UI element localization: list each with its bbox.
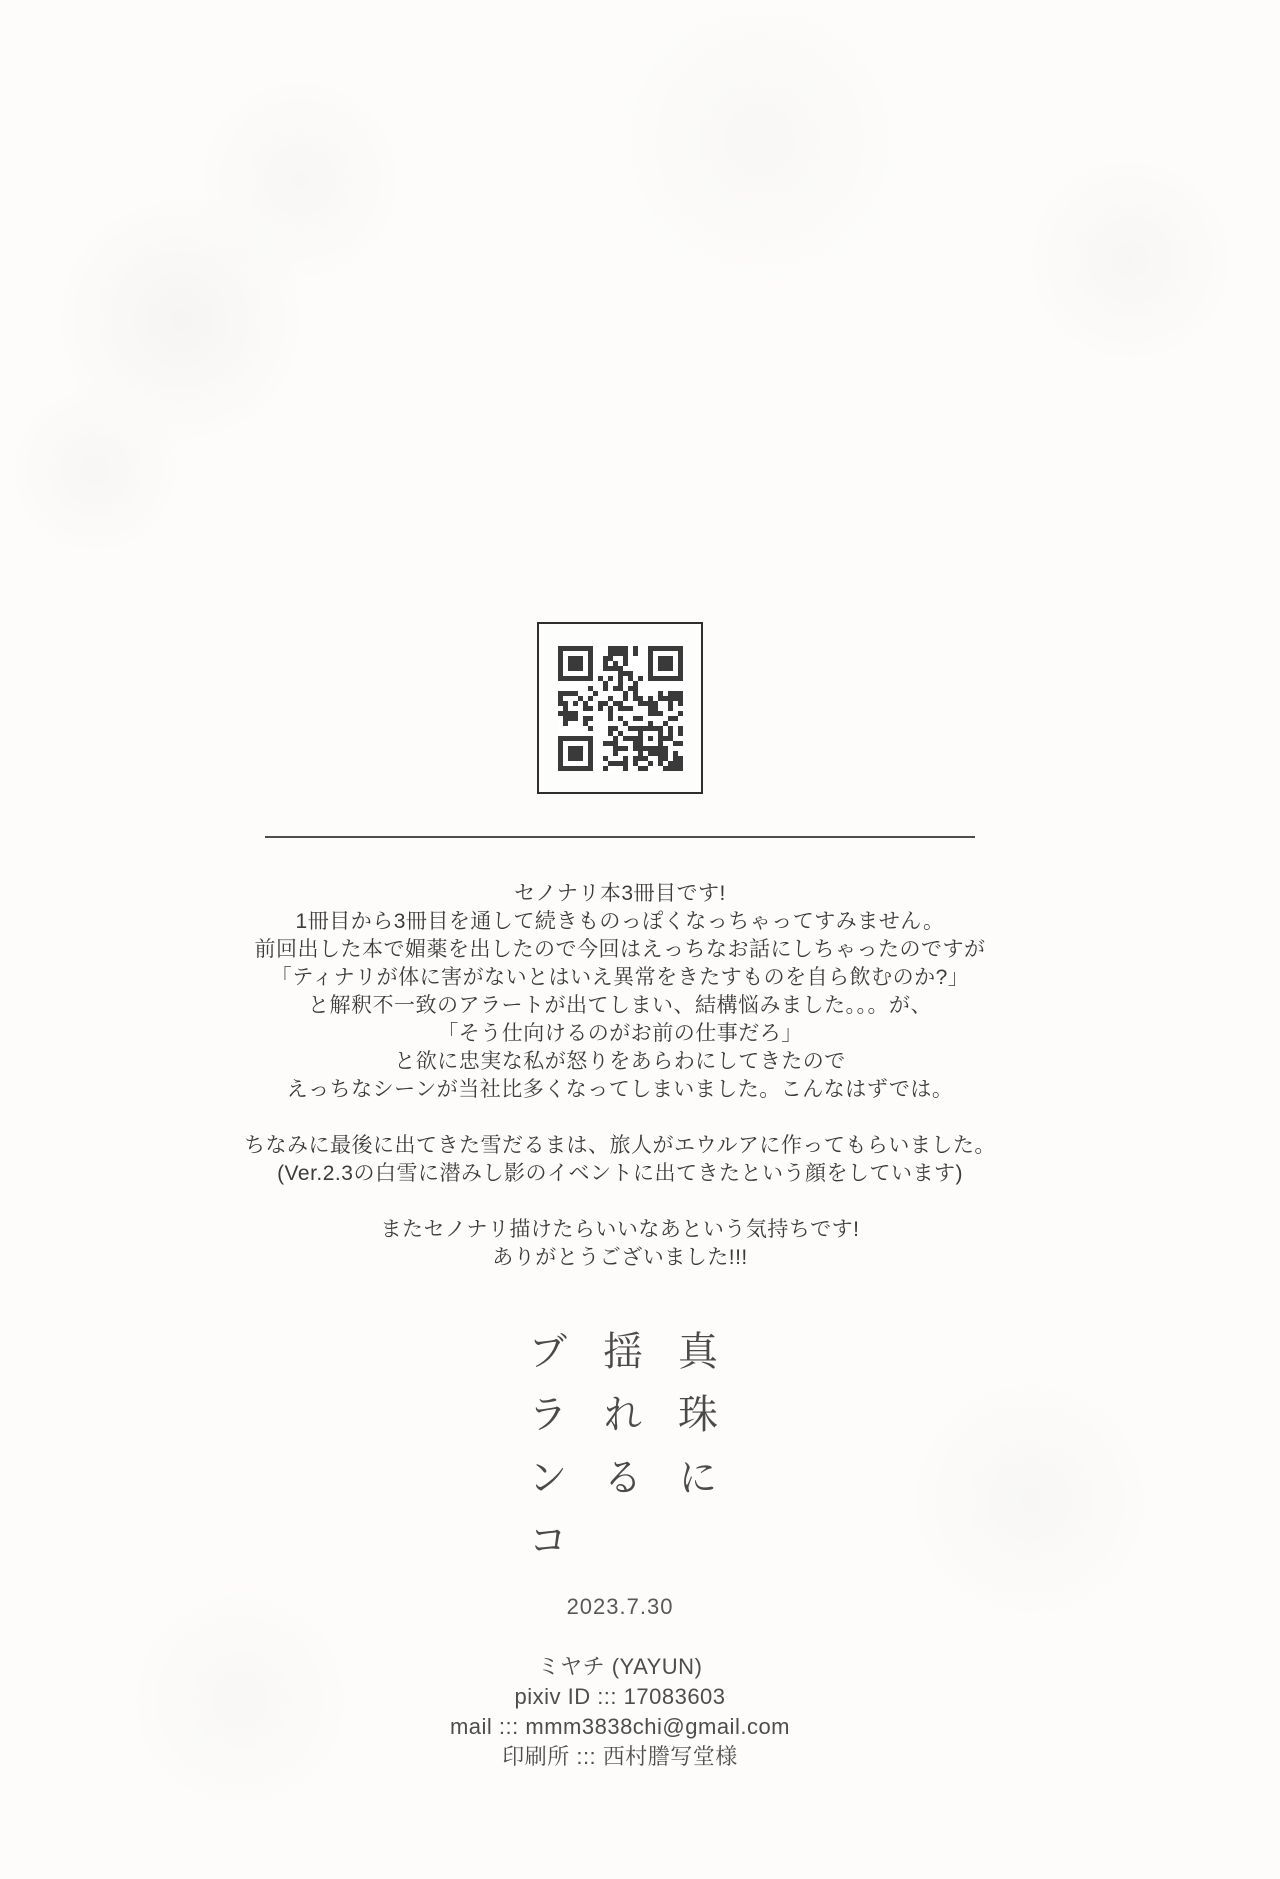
afterword-line: ありがとうございました!!! bbox=[492, 1246, 748, 1269]
afterword-line: 「ティナリが体に害がないとはいえ異常をきたすものを自ら飲むのか?」 bbox=[270, 966, 970, 989]
divider-line bbox=[265, 836, 975, 838]
qr-code-frame bbox=[537, 622, 703, 794]
afterword-line: ちなみに最後に出てきた雪だるまは、旅人がエウルアに作ってもらいました。 bbox=[244, 1134, 996, 1157]
afterword-line: セノナリ本3冊目です! bbox=[514, 882, 726, 905]
title-column: 揺れる bbox=[597, 1330, 642, 1519]
afterword-line bbox=[0, 1188, 1240, 1216]
afterword-line: 前回出した本で媚薬を出したので今回はえっちなお話にしちゃったのですが bbox=[254, 938, 986, 961]
afterword-line: 1冊目から3冊目を通して続きものっぽくなっちゃってすみません。 bbox=[295, 910, 945, 933]
pixiv-id: pixiv ID ::: 17083603 bbox=[514, 1684, 726, 1709]
book-title-block bbox=[0, 1330, 1240, 1590]
colophon-credits bbox=[0, 1652, 1240, 1772]
afterword-line: えっちなシーンが当社比多くなってしまいました。こんなはずでは。 bbox=[286, 1078, 954, 1101]
afterword-line bbox=[0, 1104, 1240, 1132]
afterword-line: と解釈不一致のアラートが出てしまい、結構悩みました。。。が、 bbox=[308, 994, 932, 1017]
afterword-text bbox=[0, 880, 1240, 1272]
contact-mail: mail ::: mmm3838chi@gmail.com bbox=[449, 1714, 791, 1739]
book-title-vertical bbox=[499, 1330, 742, 1590]
qr-code-icon bbox=[558, 646, 683, 771]
afterword-line: と欲に忠実な私が怒りをあらわにしてきたので bbox=[394, 1050, 846, 1073]
afterword-line: 「そう仕向けるのがお前の仕事だろ」 bbox=[437, 1022, 803, 1045]
circle-name: ミヤチ (YAYUN) bbox=[537, 1654, 703, 1679]
publication-date: 2023.7.30 bbox=[566, 1594, 674, 1619]
printer-credit: 印刷所 ::: 西村謄写堂様 bbox=[502, 1744, 738, 1769]
title-column: ブランコ bbox=[522, 1330, 567, 1582]
afterword-line: (Ver.2.3の白雪に潜みし影のイベントに出てきたという顔をしています) bbox=[277, 1162, 963, 1185]
afterword-line: またセノナリ描けたらいいなあという気持ちです! bbox=[380, 1218, 860, 1241]
title-column: 真珠に bbox=[672, 1330, 717, 1519]
